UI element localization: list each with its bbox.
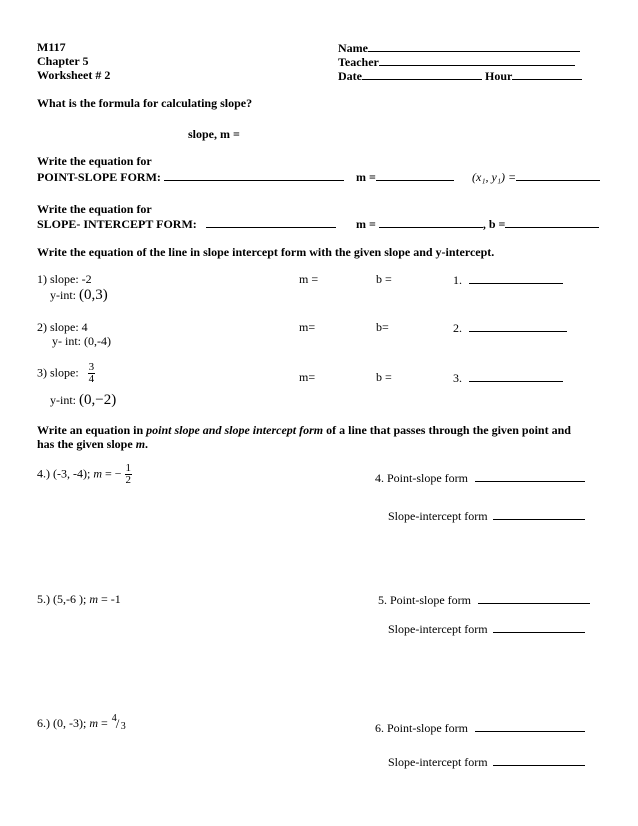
section1-instruction: Write the equation of the line in slope intercept form with the given slope and y-intercept. [37, 245, 495, 259]
problem4-slope-intercept [388, 508, 585, 524]
problem6-ps-blank[interactable] [475, 720, 585, 732]
problem1-answer [453, 272, 563, 288]
point-slope-line1: Write the equation for [37, 154, 152, 168]
problem3-slope-label: 3) slope: [37, 365, 79, 380]
problem6-m: m [89, 716, 98, 730]
problem5-given [37, 592, 121, 607]
problem6-slope-fraction [111, 713, 129, 733]
problem3-slope [37, 362, 95, 385]
problem1-b: b = [376, 272, 392, 286]
slope-intercept-mb [356, 216, 599, 232]
course-label: M117 [37, 40, 66, 54]
section2-instruction-c: of a line that passes through the given point and [323, 423, 571, 437]
problem3-slope-numerator: 3 [88, 361, 95, 373]
section2-instruction-e: m [135, 437, 146, 451]
problem4-numerator: 1 [125, 462, 132, 474]
problem4-slope-fraction [125, 463, 133, 486]
problem2-yint: y- int: (0,-4) [52, 334, 111, 348]
problem3-yint [50, 392, 116, 409]
problem6-eq: = [98, 716, 111, 730]
problem4-ps-blank[interactable] [475, 470, 585, 482]
worksheet-label: Worksheet # 2 [37, 68, 111, 82]
point-slope-m [356, 169, 454, 185]
problem5-slope-intercept [388, 621, 585, 637]
point-pair [472, 169, 600, 185]
problem1-yint [50, 287, 108, 304]
problem5-ps-label: 5. Point-slope form [378, 593, 471, 607]
problem1-blank[interactable] [469, 272, 563, 284]
problem5-si-label: Slope-intercept form [388, 622, 488, 636]
problem4-denominator: 2 [125, 474, 132, 486]
slope-intercept-b-blank[interactable] [505, 216, 599, 228]
date-blank[interactable] [362, 68, 482, 80]
problem6-slope-intercept [388, 754, 585, 770]
teacher-label: Teacher [338, 55, 379, 69]
problem2-answer [453, 320, 567, 336]
problem3-answer [453, 370, 563, 386]
problem6-fraction-slash: / [115, 716, 120, 732]
problem3-yint-value: (0,−2) [79, 392, 117, 408]
date-label: Date [338, 69, 362, 83]
problem5-eq: = -1 [98, 592, 121, 606]
problem5-point-slope [378, 592, 590, 608]
section2-instruction-d: has the given slope [37, 437, 136, 451]
problem5-point: 5.) (5,-6 ); [37, 592, 90, 606]
point-slope-label: POINT-SLOPE FORM: [37, 170, 161, 184]
problem6-given [37, 713, 129, 733]
problem2-slope: 2) slope: 4 [37, 320, 88, 334]
hour-label: Hour [485, 69, 513, 83]
slope-intercept-blank[interactable] [206, 216, 336, 228]
point-slope-m-blank[interactable] [376, 169, 454, 181]
problem3-b: b = [376, 370, 392, 384]
problem1-slope-value: -2 [81, 272, 92, 286]
problem5-m: m [89, 592, 98, 606]
formula-prompt: What is the formula for calculating slope? [37, 96, 253, 110]
problem3-slope-denominator: 4 [88, 373, 95, 385]
slope-intercept-label: SLOPE- INTERCEPT FORM: [37, 217, 197, 231]
point-slope-m-label: m = [356, 170, 376, 184]
problem3-number: 3. [453, 371, 462, 385]
problem6-si-blank[interactable] [493, 754, 585, 766]
name-blank[interactable] [368, 40, 580, 52]
problem1-slope-label: 1) slope: [37, 272, 79, 286]
name-label: Name [338, 41, 368, 55]
problem1-yint-value: (0,3) [79, 287, 108, 303]
problem1-slope [37, 272, 92, 287]
slope-intercept-line1: Write the equation for [37, 202, 152, 216]
problem6-numerator: 4 [111, 713, 117, 725]
problem3-slope-fraction [88, 362, 96, 385]
problem6-point: 6.) (0, -3); [37, 716, 90, 730]
problem6-denominator: 3 [120, 721, 126, 733]
point-slope-blank[interactable] [164, 169, 344, 181]
problem2-blank[interactable] [469, 320, 567, 332]
problem4-ps-label: 4. Point-slope form [375, 471, 468, 485]
problem4-given [37, 463, 132, 486]
problem6-ps-label: 6. Point-slope form [375, 721, 468, 735]
slope-intercept-m-blank[interactable] [379, 216, 483, 228]
problem4-si-blank[interactable] [493, 508, 585, 520]
problem6-point-slope [375, 720, 585, 736]
problem4-eq: = − [102, 466, 122, 481]
date-hour-field[interactable] [338, 68, 582, 84]
problem4-point: 4.) (-3, -4); [37, 466, 94, 481]
problem2-b: b= [376, 320, 389, 334]
problem5-si-blank[interactable] [493, 621, 585, 633]
section2-instruction-line1 [37, 423, 571, 438]
problem2-m: m= [299, 320, 316, 334]
problem3-blank[interactable] [469, 370, 563, 382]
problem4-si-label: Slope-intercept form [388, 509, 488, 523]
problem5-ps-blank[interactable] [478, 592, 590, 604]
slope-intercept-b-label: , b = [482, 217, 506, 231]
problem1-yint-label: y-int: [50, 288, 76, 302]
section2-instruction-a: Write an equation in [37, 423, 147, 437]
problem3-yint-label: y-int: [50, 393, 76, 407]
point-pair-label: (x₁, y₁) = [472, 170, 517, 184]
point-slope-row [37, 169, 344, 185]
problem1-number: 1. [453, 273, 462, 287]
problem1-m: m = [299, 272, 319, 286]
section2-instruction-line2 [37, 437, 148, 452]
chapter-label: Chapter 5 [37, 54, 89, 68]
slope-intercept-m-label: m = [356, 217, 376, 231]
problem3-m: m= [299, 370, 316, 384]
problem4-point-slope [375, 470, 585, 486]
section2-instruction-b: point slope and slope intercept form [146, 423, 324, 437]
hour-blank[interactable] [512, 68, 582, 80]
slope-intercept-row [37, 216, 336, 232]
teacher-blank[interactable] [379, 54, 575, 66]
problem2-number: 2. [453, 321, 462, 335]
problem4-m: m [93, 466, 102, 481]
slope-formula-label: slope, m = [188, 127, 240, 141]
section2-instruction-f: . [145, 437, 149, 451]
problem6-si-label: Slope-intercept form [388, 755, 488, 769]
point-pair-blank[interactable] [516, 169, 600, 181]
